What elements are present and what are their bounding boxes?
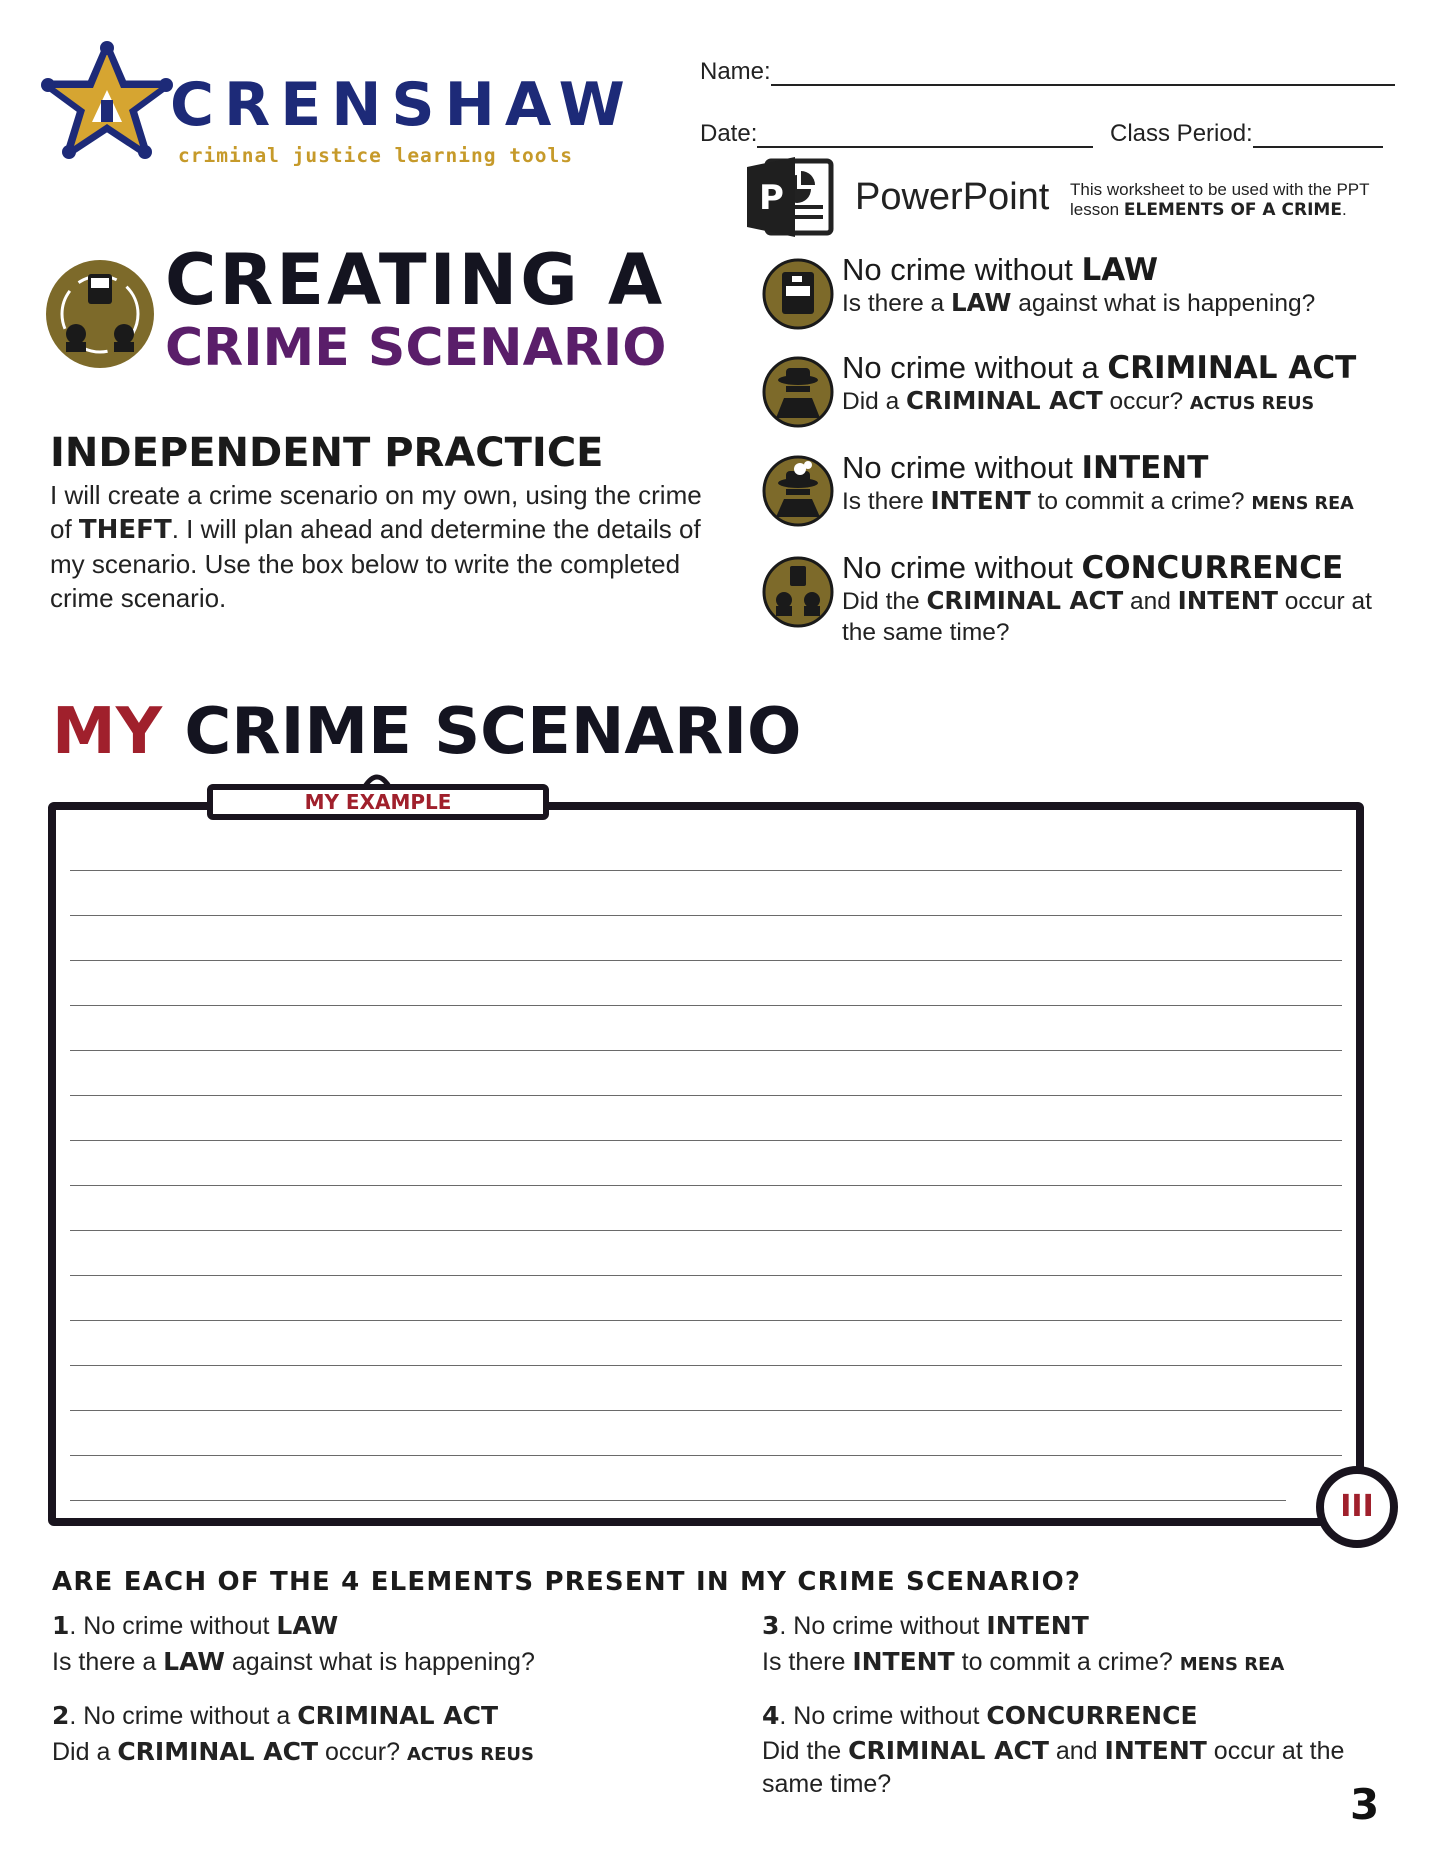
- q4-q-post: occur at the same time?: [762, 1737, 1345, 1798]
- el3-q-key: INTENT: [930, 486, 1031, 516]
- checklist-heading: ARE EACH OF THE 4 ELEMENTS PRESENT IN MY CRIME SCENARIO?: [52, 1567, 1082, 1597]
- crime-cycle-icon: [44, 258, 156, 370]
- writing-line[interactable]: [70, 1140, 1342, 1141]
- q4-q-pre: Did the: [762, 1737, 849, 1765]
- q1-q-pre: Is there a: [52, 1648, 164, 1676]
- el3-title-key: INTENT: [1081, 450, 1209, 486]
- q4-q-key: CRIMINAL ACT: [848, 1736, 1049, 1765]
- q4-q-mid: and: [1048, 1737, 1105, 1765]
- el1-q-key: LAW: [950, 288, 1012, 318]
- el2-q-key: CRIMINAL ACT: [906, 386, 1103, 416]
- element-law-title: [842, 253, 1315, 287]
- powerpoint-label: PowerPoint: [855, 176, 1050, 218]
- sheriff-star-icon: [40, 40, 175, 175]
- element-concurrence-title: [842, 551, 1402, 585]
- writing-line[interactable]: [70, 1005, 1342, 1006]
- name-field[interactable]: [700, 58, 1395, 86]
- powerpoint-icon: [745, 155, 840, 239]
- class-period-field[interactable]: [1110, 120, 1383, 148]
- element-law-question: [842, 287, 1315, 319]
- checklist-item-intent: [762, 1608, 1422, 1683]
- q3-title-key: INTENT: [986, 1611, 1089, 1640]
- el1-q-pre: Is there a: [842, 290, 951, 318]
- checklist-item-law: [52, 1608, 712, 1680]
- independent-practice-heading: INDEPENDENT PRACTICE: [50, 430, 604, 476]
- intent-icon: [762, 455, 834, 527]
- q1-title-key: LAW: [276, 1611, 339, 1640]
- el2-q-tag: ACTUS REUS: [1189, 394, 1315, 415]
- element-criminal-act-question: [842, 385, 1356, 420]
- q2-title-pre: . No crime without a: [69, 1702, 298, 1730]
- q4-q-key2: INTENT: [1104, 1736, 1207, 1765]
- writing-line[interactable]: [70, 870, 1342, 871]
- q3-q-tag: MENS REA: [1179, 1654, 1285, 1675]
- el4-q-post: occur at the same time?: [842, 588, 1372, 647]
- concurrence-icon: [762, 556, 834, 628]
- q4-title-pre: . No crime without: [779, 1702, 987, 1730]
- q1-title-pre: . No crime without: [69, 1612, 277, 1640]
- el4-q-pre: Did the: [842, 588, 927, 616]
- el1-title-pre: No crime without: [842, 252, 1082, 287]
- ppt-note-line1: This worksheet to be used with the PPT: [1070, 180, 1370, 199]
- logo-tagline: criminal justice learning tools: [178, 144, 573, 167]
- el3-q-post: to commit a crime?: [1030, 488, 1245, 516]
- q3-q-post: to commit a crime?: [954, 1648, 1173, 1676]
- powerpoint-note-text: [1070, 180, 1370, 220]
- element-criminal-act: [842, 351, 1356, 420]
- heading-my: MY: [52, 695, 163, 769]
- el4-q-key: CRIMINAL ACT: [926, 586, 1124, 616]
- q2-q-tag: ACTUS REUS: [406, 1744, 534, 1765]
- q2-q-key: CRIMINAL ACT: [117, 1737, 319, 1766]
- writing-line[interactable]: [70, 915, 1342, 916]
- writing-line[interactable]: [70, 1095, 1342, 1096]
- checklist-item-concurrence: [762, 1698, 1392, 1801]
- q1-question: [52, 1644, 712, 1680]
- my-example-tab[interactable]: MY EXAMPLE: [207, 784, 549, 820]
- q1-q-post: against what is happening?: [224, 1648, 535, 1676]
- ppt-lesson-name: ELEMENTS OF A CRIME: [1123, 200, 1342, 220]
- q2-title-key: CRIMINAL ACT: [297, 1701, 498, 1730]
- el2-q-pre: Did a: [842, 388, 907, 416]
- el4-title-key: CONCURRENCE: [1081, 550, 1344, 586]
- ppt-note-suffix: .: [1341, 200, 1347, 219]
- date-field[interactable]: [700, 120, 1093, 148]
- q3-q-key: INTENT: [852, 1647, 955, 1676]
- writing-line[interactable]: [70, 1050, 1342, 1051]
- el4-title-pre: No crime without: [842, 550, 1082, 585]
- el2-title-pre: No crime without a: [842, 350, 1108, 385]
- law-book-icon: [762, 258, 834, 330]
- criminal-act-icon: [762, 356, 834, 428]
- element-criminal-act-title: [842, 351, 1356, 385]
- q2-num: 2: [52, 1701, 70, 1730]
- q4-title-key: CONCURRENCE: [986, 1701, 1198, 1730]
- q1-q-key: LAW: [163, 1647, 225, 1676]
- ip-text-after: . I will plan ahead and determine the details of my scenario. Use the box below to write the completed crime scenario.: [50, 514, 701, 613]
- writing-line[interactable]: [70, 1230, 1342, 1231]
- q2-title: [52, 1698, 712, 1734]
- checklist-item-criminal-act: [52, 1698, 712, 1773]
- q4-title: [762, 1698, 1392, 1734]
- q4-question: [762, 1734, 1392, 1801]
- powerpoint-note: [745, 158, 1415, 238]
- writing-line[interactable]: [70, 1365, 1342, 1366]
- writing-line[interactable]: [70, 1410, 1342, 1411]
- title-line-1: CREATING A: [165, 239, 666, 321]
- el1-title-key: LAW: [1081, 252, 1159, 288]
- q3-q-pre: Is there: [762, 1648, 853, 1676]
- q3-num: 3: [762, 1611, 780, 1640]
- q2-q-post: occur?: [318, 1738, 401, 1766]
- class-period-line[interactable]: [1253, 122, 1383, 148]
- el4-q-key2: INTENT: [1177, 586, 1278, 616]
- ppt-note-prefix: lesson: [1070, 200, 1124, 219]
- element-concurrence-question: [842, 585, 1402, 648]
- element-intent: [842, 451, 1354, 520]
- section-badge: III: [1316, 1466, 1398, 1548]
- class-period-label: Class Period:: [1110, 120, 1253, 147]
- title-line-2: CRIME SCENARIO: [165, 318, 667, 378]
- heading-rest: CRIME SCENARIO: [162, 695, 802, 769]
- svg-text:P: P: [759, 178, 784, 218]
- q3-title: [762, 1608, 1422, 1644]
- writing-line[interactable]: [70, 1185, 1342, 1186]
- element-law: [842, 253, 1315, 319]
- date-line[interactable]: [757, 122, 1093, 148]
- my-crime-scenario-heading: [52, 695, 802, 769]
- q2-q-pre: Did a: [52, 1738, 118, 1766]
- el4-q-mid: and: [1123, 588, 1178, 616]
- writing-line[interactable]: [70, 960, 1342, 961]
- element-intent-title: [842, 451, 1354, 485]
- writing-line[interactable]: [70, 1275, 1342, 1276]
- writing-line[interactable]: [70, 1500, 1286, 1501]
- ip-crime: THEFT: [78, 515, 172, 545]
- q2-question: [52, 1734, 712, 1773]
- el2-q-post: occur?: [1102, 388, 1184, 416]
- q3-question: [762, 1644, 1422, 1683]
- element-concurrence: [842, 551, 1402, 648]
- name-label: Name:: [700, 58, 771, 85]
- element-intent-question: [842, 485, 1354, 520]
- q4-num: 4: [762, 1701, 780, 1730]
- q3-title-pre: . No crime without: [779, 1612, 987, 1640]
- crenshaw-logo: [40, 40, 635, 190]
- date-label: Date:: [700, 120, 758, 147]
- q1-title: [52, 1608, 712, 1644]
- independent-practice-text: [50, 478, 710, 615]
- ip-text-before: I will create a crime scenario on my own, using the crime of: [50, 480, 702, 544]
- writing-line[interactable]: [70, 1320, 1342, 1321]
- writing-line[interactable]: [70, 1455, 1342, 1456]
- name-line[interactable]: [771, 60, 1395, 86]
- logo-wordmark: CRENSHAW: [170, 70, 635, 140]
- el3-q-pre: Is there: [842, 488, 931, 516]
- el2-title-key: CRIMINAL ACT: [1107, 350, 1357, 386]
- el3-title-pre: No crime without: [842, 450, 1082, 485]
- el3-q-tag: MENS REA: [1251, 494, 1354, 515]
- el1-q-post: against what is happening?: [1011, 290, 1316, 318]
- scenario-writing-box[interactable]: [48, 802, 1364, 1526]
- page-number: 3: [1350, 1780, 1380, 1829]
- q1-num: 1: [52, 1611, 70, 1640]
